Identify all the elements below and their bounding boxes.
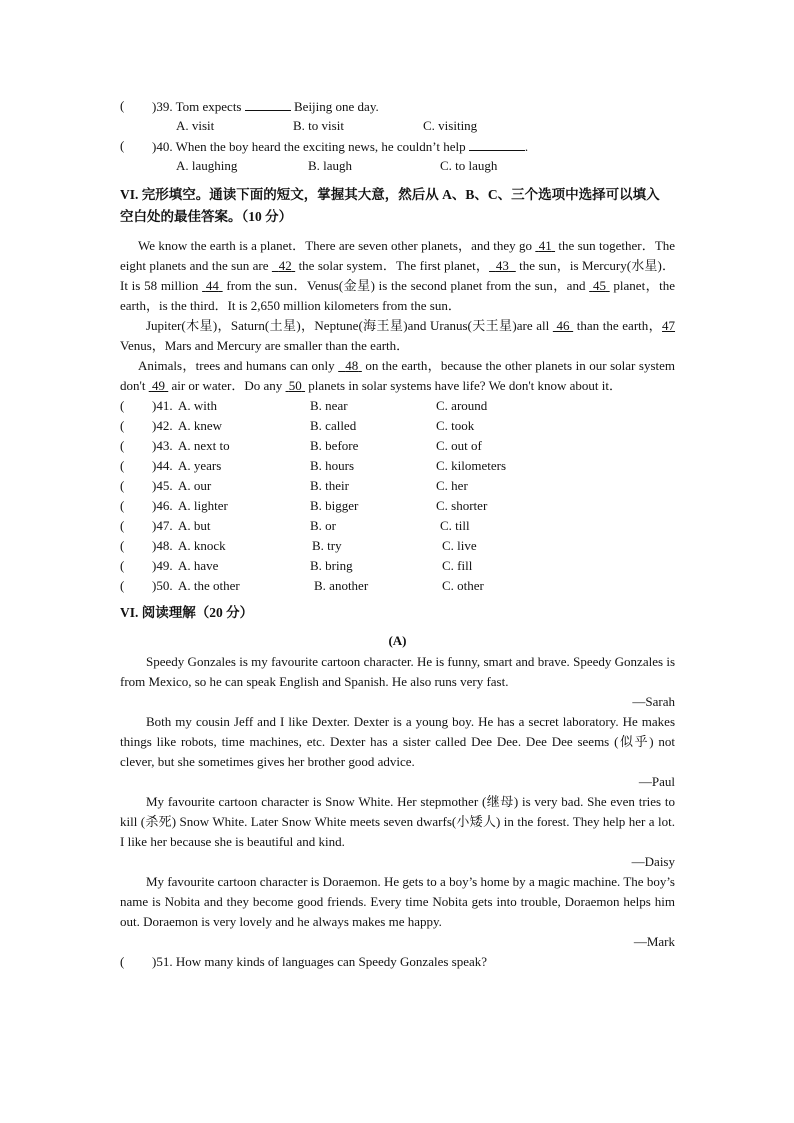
answer-paren[interactable]: (: [120, 138, 125, 153]
answer-paren[interactable]: (: [120, 398, 125, 413]
option-b: B. called: [310, 418, 357, 433]
answer-paren[interactable]: (: [120, 954, 125, 969]
option-c: C. took: [436, 418, 475, 433]
option-c: C. till: [440, 518, 470, 533]
option-a: A. laughing: [176, 158, 238, 173]
reading-paragraph: Speedy Gonzales is my favourite cartoon character. He is funny, smart and brave. Speedy Gonzales is from Mexico, so he can speak English and Spanish. He also runs very fast.: [120, 654, 675, 689]
blank-44[interactable]: 44: [205, 278, 219, 293]
author-signature: —Paul: [638, 774, 675, 789]
option-c: C. around: [436, 398, 488, 413]
author-signature: —Mark: [633, 934, 675, 949]
option-c: C. shorter: [436, 498, 488, 513]
question-stem-tail: Beijing one day.: [294, 99, 379, 114]
option-b: B. bigger: [310, 498, 359, 513]
cloze-question: [120, 436, 675, 456]
question-number: )46.: [152, 498, 173, 513]
option-a: A. have: [178, 558, 219, 573]
answer-paren[interactable]: (: [120, 478, 125, 493]
question-40: [120, 136, 675, 156]
question-stem: How many kinds of languages can Speedy Gonzales speak?: [175, 954, 488, 969]
blank-42[interactable]: 42: [278, 258, 292, 273]
option-c: C. out of: [436, 438, 482, 453]
option-a: A. but: [178, 518, 211, 533]
section-heading-reading: VI. 阅读理解（20 分）: [120, 605, 254, 620]
question-number: )41.: [152, 398, 173, 413]
question-number: )42.: [152, 418, 173, 433]
answer-paren[interactable]: (: [120, 438, 125, 453]
cloze-paragraph-3: Animals，trees and humans can only 48 on the earth，because the other planets in our solar system don't 49 air or water．Do any 50 planets in solar systems have life? We don't know about it．: [120, 358, 676, 393]
cloze-paragraph-1: We know the earth is a planet．There are seven other planets，and they go 41 the sun together．The eight planets and the sun are 42 the solar system．The first planet， 43 the sun，is Mercury(水星)．It is 58 million 44 from the sun．Venus(金星) is the second planet from the sun，and 45 planet，the earth，is the third．It is 2,650 million kilometers from the sun．: [120, 238, 676, 313]
option-b: B. or: [310, 518, 336, 533]
option-c: C. fill: [442, 558, 473, 573]
answer-paren[interactable]: (: [120, 538, 125, 553]
answer-paren[interactable]: (: [120, 98, 125, 113]
cloze-question: [120, 396, 675, 416]
cloze-question: [120, 476, 675, 496]
option-a: A. next to: [178, 438, 230, 453]
answer-paren[interactable]: (: [120, 518, 125, 533]
blank-41[interactable]: 41: [538, 238, 552, 253]
blank-45[interactable]: 45: [592, 278, 606, 293]
option-a: A. lighter: [178, 498, 228, 513]
answer-paren[interactable]: (: [120, 578, 125, 593]
cloze-question: [120, 556, 675, 576]
option-c: C. kilometers: [436, 458, 507, 473]
option-c: C. live: [442, 538, 477, 553]
option-a: A. knew: [178, 418, 223, 433]
option-c: C. other: [442, 578, 484, 593]
question-number: )47.: [152, 518, 173, 533]
question-stem: Tom expects: [175, 99, 242, 114]
option-b: B. hours: [310, 458, 355, 473]
answer-paren[interactable]: (: [120, 418, 125, 433]
author-signature: —Daisy: [631, 854, 675, 869]
question-number: )45.: [152, 478, 173, 493]
question-stem: When the boy heard the exciting news, he couldn’t help: [175, 139, 466, 154]
question-stem-tail: .: [524, 139, 529, 154]
question-number: )43.: [152, 438, 173, 453]
option-b: B. another: [314, 578, 369, 593]
blank-46[interactable]: 46: [556, 318, 570, 333]
option-a: A. the other: [178, 578, 240, 593]
option-b: B. bring: [310, 558, 353, 573]
option-b: B. near: [310, 398, 348, 413]
author-signature: —Sarah: [632, 694, 675, 709]
question-number: )40.: [152, 139, 173, 154]
cloze-question-list: [120, 396, 675, 596]
blank-50[interactable]: 50: [288, 378, 302, 393]
reading-paragraph: My favourite cartoon character is Snow White. Her stepmother (继母) is very bad. She even tries to kill (杀死) Snow White. Later Snow White meets seven dwarfs(小矮人) in the forest. They help her a lot. I like her because she is beautiful and kind.: [120, 794, 675, 849]
cloze-question: [120, 496, 675, 516]
question-number: )44.: [152, 458, 173, 473]
cloze-question: [120, 516, 675, 536]
option-b: B. before: [310, 438, 359, 453]
answer-blank[interactable]: [469, 136, 525, 151]
reading-passage: [120, 652, 675, 952]
reading-paragraph: Both my cousin Jeff and I like Dexter. Dexter is a young boy. He has a secret laboratory. He makes things like robots, time machines, etc. Dexter has a sister called Dee Dee. Dee Dee seems (似乎) not clever, but she sometimes gives her brother good advice.: [120, 714, 675, 769]
answer-paren[interactable]: (: [120, 458, 125, 473]
cloze-question: [120, 536, 675, 556]
question-51: [120, 952, 675, 972]
options-40: [120, 156, 675, 176]
option-b: B. try: [312, 538, 342, 553]
question-number: )49.: [152, 558, 173, 573]
blank-43[interactable]: 43: [495, 258, 509, 273]
option-a: A. visit: [176, 118, 215, 133]
option-b: B. their: [310, 478, 349, 493]
blank-48[interactable]: 48: [345, 358, 359, 373]
reading-paragraph: My favourite cartoon character is Doraemon. He gets to a boy’s home by a magic machine. The boy’s name is Nobita and they become good friends. Every time Nobita gets into trouble, Doraemon helps him out. Doraemon is very lovely and he always makes me happy.: [120, 874, 675, 929]
option-a: A. with: [178, 398, 217, 413]
cloze-question: [120, 416, 675, 436]
section-heading-cloze: VI. 完形填空。通读下面的短文，掌握其大意，然后从 A、B、C、三个选项中选择可以填入 空白处的最佳答案。（10 分）: [120, 187, 660, 224]
worksheet-page: [120, 96, 675, 972]
question-39: [120, 96, 675, 116]
question-number: )51.: [152, 954, 173, 969]
options-39: [120, 116, 675, 136]
option-a: A. our: [178, 478, 212, 493]
option-b: B. laugh: [308, 158, 353, 173]
blank-47[interactable]: 47: [662, 318, 676, 333]
passage-label: (A): [388, 633, 407, 648]
cloze-question: [120, 456, 675, 476]
option-c: C. to laugh: [440, 158, 498, 173]
question-number: )39.: [152, 99, 173, 114]
answer-paren[interactable]: (: [120, 558, 125, 573]
cloze-paragraph-2: Jupiter(木星)，Saturn(土星)，Neptune(海王星)and Uranus(天王星)are all 46 than the earth，47 Venus，Mars and Mercury are smaller than the earth．: [120, 318, 676, 353]
option-b: B. to visit: [293, 118, 344, 133]
option-a: A. knock: [178, 538, 226, 553]
answer-blank[interactable]: [245, 96, 291, 111]
question-number: )50.: [152, 578, 173, 593]
option-c: C. visiting: [423, 118, 478, 133]
blank-49[interactable]: 49: [151, 378, 165, 393]
question-number: )48.: [152, 538, 173, 553]
option-a: A. years: [178, 458, 222, 473]
cloze-question: [120, 576, 675, 596]
option-c: C. her: [436, 478, 468, 493]
answer-paren[interactable]: (: [120, 498, 125, 513]
